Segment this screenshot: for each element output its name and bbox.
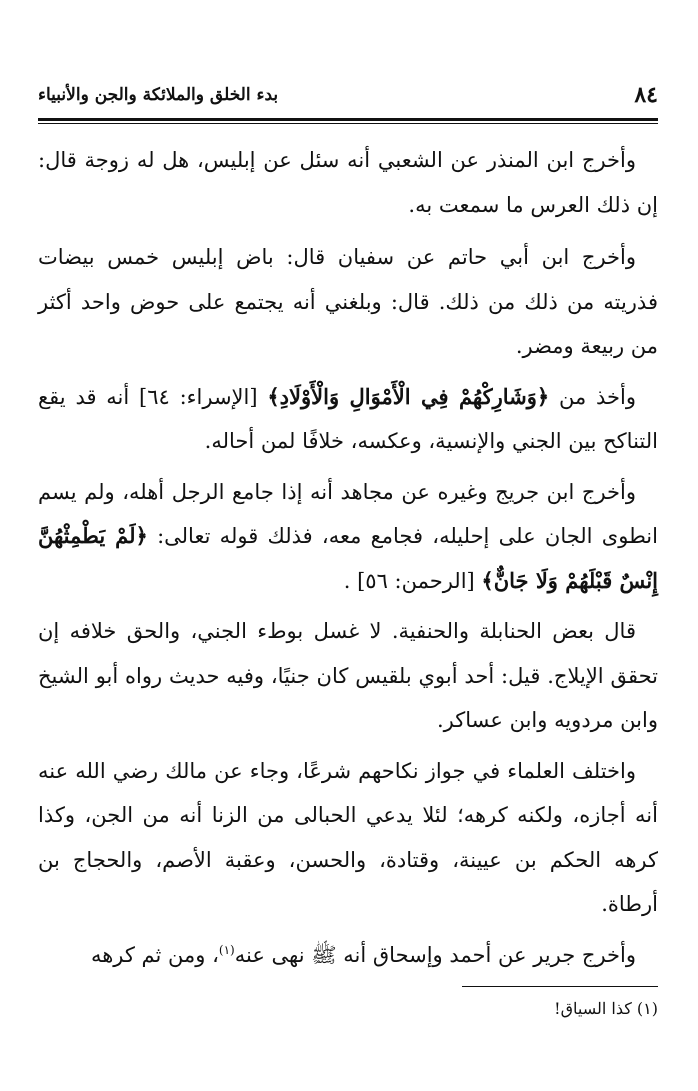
footnote xyxy=(300,995,658,1023)
paragraph-6 xyxy=(38,749,658,927)
page-number: ٨٤ xyxy=(634,82,658,108)
header-rule xyxy=(38,118,658,124)
page-header xyxy=(38,80,658,110)
paragraph-text: وأخذ من xyxy=(549,384,636,409)
footnote-marker: (١) xyxy=(218,942,235,957)
paragraph-text: [الإسراء: ٦٤] أنه قد يقع التناكح بين الجني والإنسية، وعكسه، خلافًا لمن أحاله. xyxy=(38,384,658,453)
footnote-rule xyxy=(462,986,658,987)
paragraph-text: وأخرج جرير عن أحمد وإسحاق أنه ﷺ نهى عنه xyxy=(234,942,636,967)
running-title: بدء الخلق والملائكة والجن والأنبياء xyxy=(38,85,279,105)
quran-verse: ﴿لَمْ يَطْمِثْهُنَّ إِنْسٌ قَبْلَهُمْ وَلَا جَانٌّ﴾ xyxy=(38,523,658,593)
paragraph-text: قال بعض الحنابلة والحنفية. لا غسل بوطء الجني، والحق خلافه إن تحقق الإيلاج. قيل: أحد أبوي بلقيس كان جنيًا، وفيه حديث رواه أبو الشيخ وابن مردويه وابن عساكر. xyxy=(38,619,658,732)
paragraph-2 xyxy=(38,235,658,369)
paragraph-text: وأخرج ابن جريج وغيره عن مجاهد أنه إذا جامع الرجل أهله، ولم يسم انطوى الجان على إحليله، فجامع معه، فذلك قوله تعالى: xyxy=(38,479,658,548)
paragraph-text: واختلف العلماء في جواز نكاحهم شرعًا، وجاء عن مالك رضي الله عنه أنه أجازه، ولكنه كرهه؛ لئلا يدعي الحبالى من الزنا أنه من الجن، وكذا كرهه الحكم بن عيينة، وقتادة، والحسن، وعقبة الأصم، والحجاج بن أرطاة. xyxy=(38,758,658,916)
body-text xyxy=(38,138,658,977)
footnote-text: (١) كذا السياق! xyxy=(554,999,658,1018)
paragraph-text: ، ومن ثم كرهه xyxy=(90,942,219,967)
paragraph-5 xyxy=(38,609,658,743)
paragraph-3 xyxy=(38,375,658,464)
paragraph-text: وأخرج ابن المنذر عن الشعبي أنه سئل عن إبليس، هل له زوجة قال: إن ذلك العرس ما سمعت به. xyxy=(38,148,658,217)
paragraph-text: وأخرج ابن أبي حاتم عن سفيان قال: باض إبليس خمس بيضات فذريته من ذلك من ذلك. قال: وبلغني أنه يجتمع على حوض واحد أكثر من ربيعة ومضر. xyxy=(38,245,658,358)
paragraph-text: [الرحمن: ٥٦] . xyxy=(343,568,482,593)
paragraph-7 xyxy=(38,933,658,978)
quran-verse: ﴿وَشَارِكْهُمْ فِي الْأَمْوَالِ وَالْأَوْلَادِ﴾ xyxy=(267,383,550,409)
paragraph-4 xyxy=(38,470,658,604)
paragraph-1 xyxy=(38,138,658,227)
